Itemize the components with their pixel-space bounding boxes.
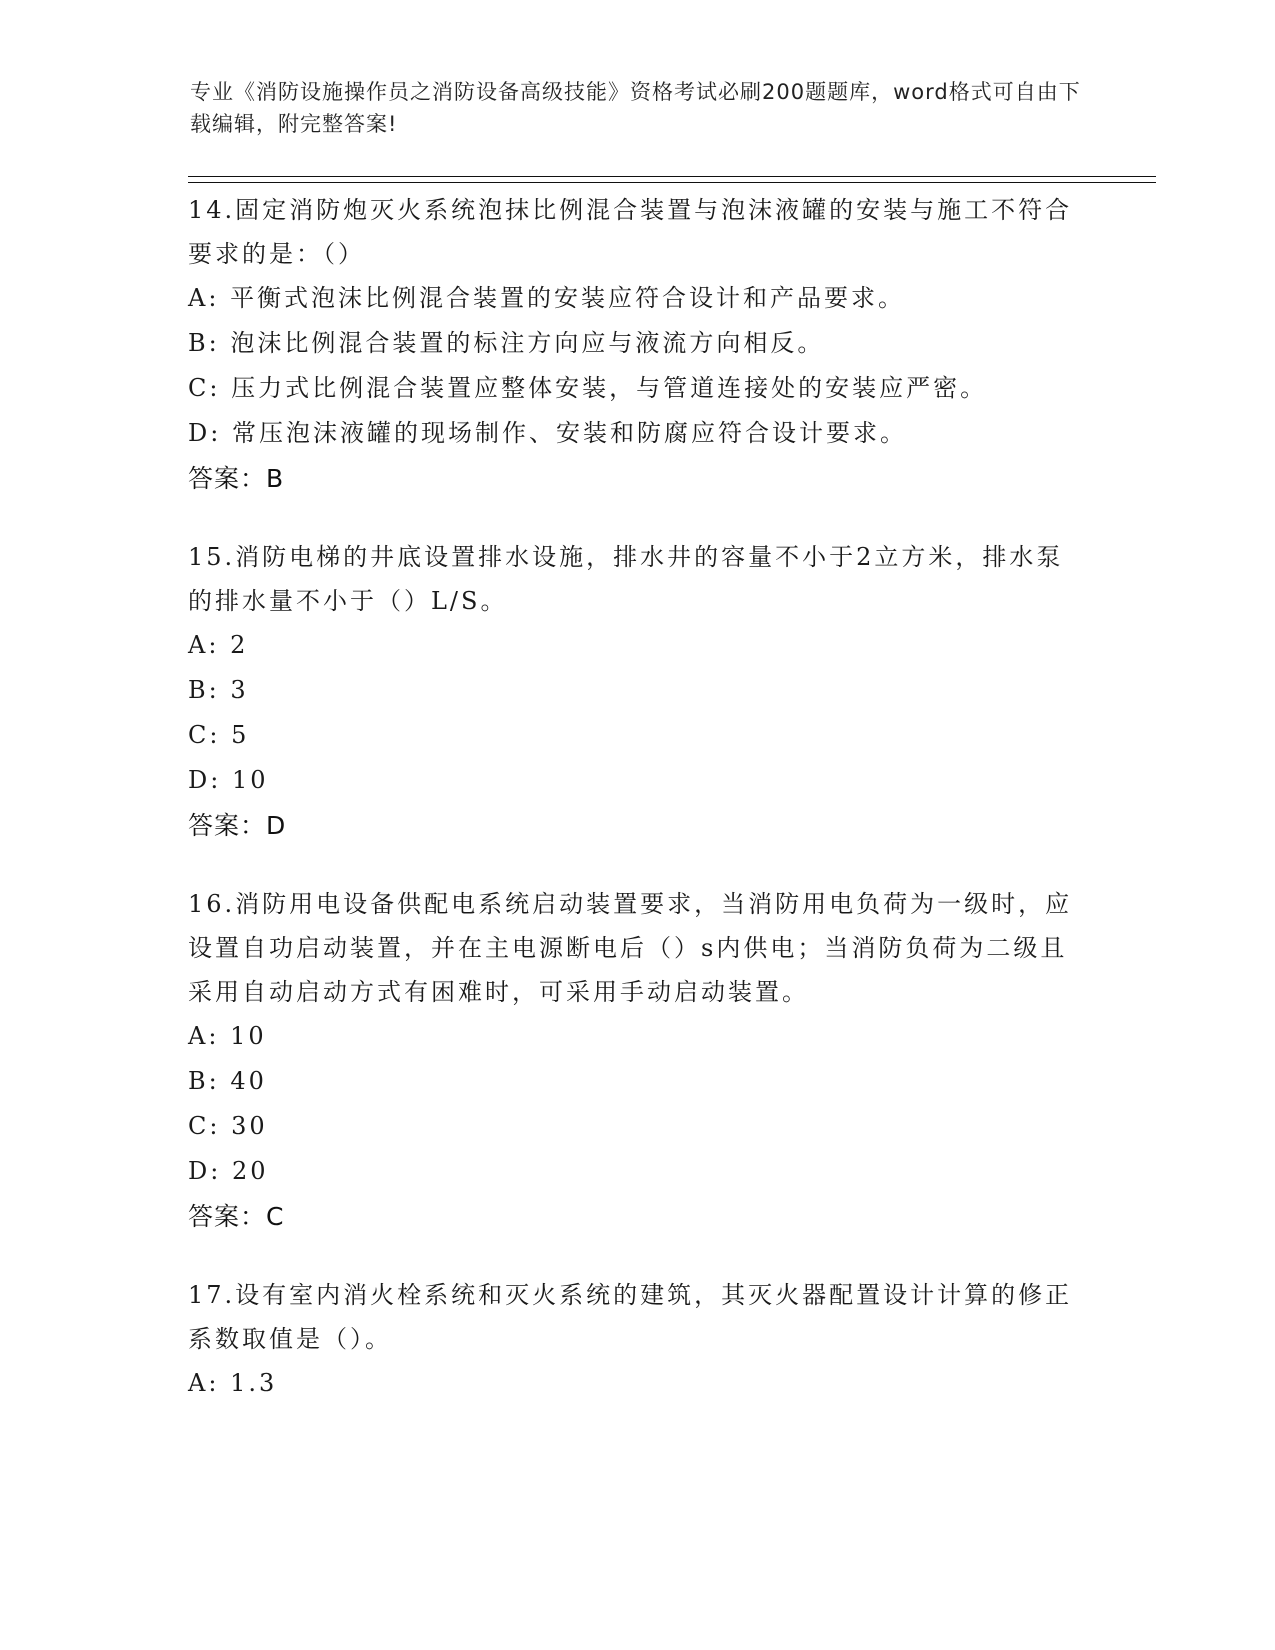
option-b	[188, 1059, 1088, 1104]
option-letter: A:	[188, 1022, 220, 1050]
question-17	[188, 1273, 1088, 1406]
option-text: 泡沫比例混合装置的标注方向应与液流方向相反。	[230, 329, 825, 357]
option-text: 40	[230, 1067, 267, 1095]
option-text: 3	[230, 676, 249, 704]
answer-line: 答案：C	[188, 1202, 285, 1231]
question-15	[188, 535, 1088, 848]
header-rule-top	[188, 176, 1156, 177]
option-text: 10	[231, 766, 269, 794]
question-stem: 14.固定消防炮灭火系统泡抹比例混合装置与泡沫液罐的安装与施工不符合要求的是：（）	[188, 196, 1073, 268]
option-c	[188, 1104, 1088, 1149]
option-a	[188, 1361, 1088, 1406]
option-letter: C:	[188, 374, 221, 402]
question-stem: 16.消防用电设备供配电系统启动装置要求，当消防用电负荷为一级时，应设置自功启动装置，并在主电源断电后（）s内供电；当消防负荷为二级且采用自动启动方式有困难时，可采用手动启动装置。	[188, 890, 1073, 1006]
option-list	[188, 1014, 1088, 1194]
option-letter: C:	[188, 721, 221, 749]
option-a	[188, 1014, 1088, 1059]
option-b	[188, 321, 1088, 366]
question-stem: 15.消防电梯的井底设置排水设施，排水井的容量不小于2立方米，排水泵的排水量不小于（）L/S。	[188, 543, 1064, 615]
document-header: 专业《消防设施操作员之消防设备高级技能》资格考试必刷200题题库，word格式可自由下载编辑，附完整答案!	[190, 80, 1081, 136]
option-list	[188, 1361, 1088, 1406]
option-a	[188, 276, 1088, 321]
option-text: 常压泡沫液罐的现场制作、安装和防腐应符合设计要求。	[231, 419, 907, 447]
option-d	[188, 1149, 1088, 1194]
option-list	[188, 623, 1088, 803]
question-stem: 17.设有室内消火栓系统和灭火系统的建筑，其灭火器配置设计计算的修正系数取值是（）。	[188, 1281, 1073, 1353]
option-text: 压力式比例混合装置应整体安装，与管道连接处的安装应严密。	[231, 374, 988, 402]
option-letter: A:	[188, 1369, 220, 1397]
option-d	[188, 411, 1088, 456]
header-rule-bottom	[188, 182, 1156, 183]
answer-line: 答案：B	[188, 464, 285, 493]
option-letter: B:	[188, 1067, 220, 1095]
option-letter: D:	[188, 419, 222, 447]
question-list	[188, 188, 1088, 1406]
option-letter: D:	[188, 1157, 222, 1185]
option-a	[188, 623, 1088, 668]
option-letter: B:	[188, 329, 220, 357]
option-b	[188, 668, 1088, 713]
option-c	[188, 713, 1088, 758]
option-letter: D:	[188, 766, 222, 794]
option-text: 20	[231, 1157, 269, 1185]
option-letter: B:	[188, 676, 220, 704]
option-text: 2	[230, 631, 249, 659]
option-c	[188, 366, 1088, 411]
option-letter: A:	[188, 284, 220, 312]
option-text: 10	[230, 1022, 267, 1050]
question-14	[188, 188, 1088, 501]
option-list	[188, 276, 1088, 456]
option-d	[188, 758, 1088, 803]
option-text: 30	[231, 1112, 268, 1140]
option-letter: C:	[188, 1112, 221, 1140]
option-text: 5	[231, 721, 250, 749]
option-text: 平衡式泡沫比例混合装置的安装应符合设计和产品要求。	[230, 284, 906, 312]
option-text: 1.3	[230, 1369, 278, 1397]
answer-line: 答案：D	[188, 811, 287, 840]
question-16	[188, 882, 1088, 1239]
option-letter: A:	[188, 631, 220, 659]
